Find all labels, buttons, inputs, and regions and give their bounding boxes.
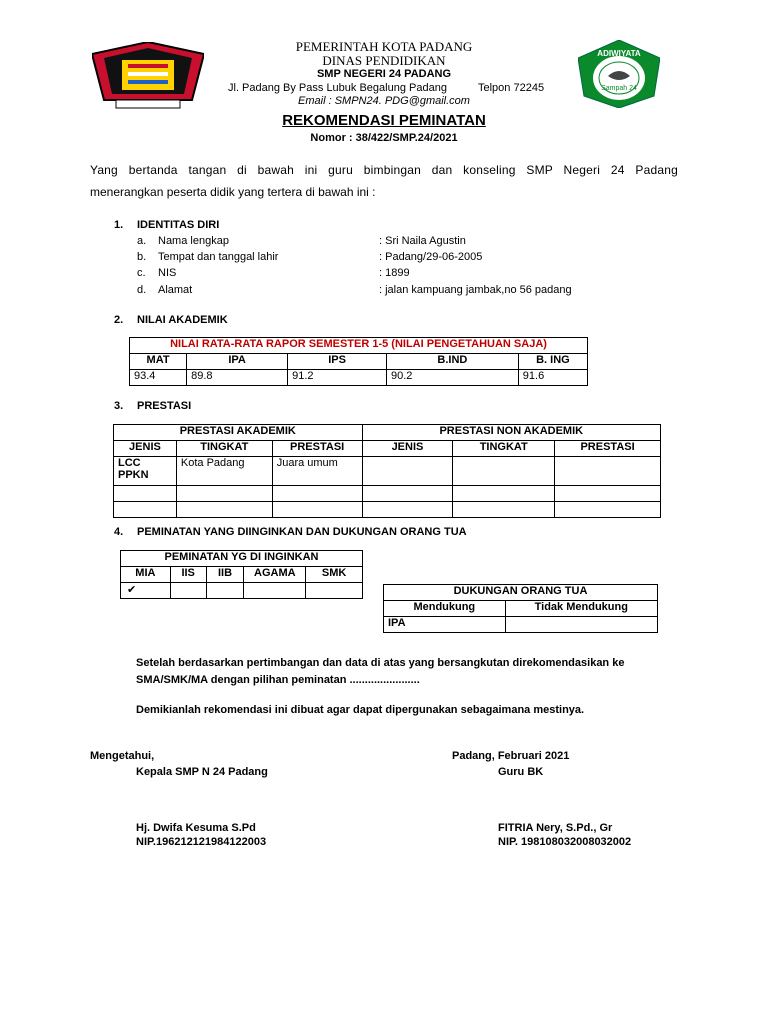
s1-row-d-key: d. — [137, 284, 147, 296]
closing-p1b: SMA/SMK/MA dengan pilihan peminatan ....................... — [136, 674, 420, 686]
nilai-header: MAT — [130, 354, 187, 370]
s3-no: 3. — [114, 400, 124, 412]
closing-p2: Demikianlah rekomendasi ini dibuat agar dapat dipergunakan sebagaimana mestinya. — [136, 704, 585, 716]
s1-row-b-key: b. — [137, 251, 147, 263]
header-email: Email : SMPN24. PDG@gmail.com — [298, 95, 470, 107]
nilai-value: 91.6 — [518, 370, 587, 386]
prestasi-non-akademik-header: PRESTASI NON AKADEMIK — [362, 425, 660, 441]
sign-left-label: Mengetahui, — [90, 750, 155, 762]
header-address: Jl. Padang By Pass Lubuk Begalung Padang — [228, 82, 447, 94]
sign-right-nip: NIP. 198108032008032002 — [498, 836, 632, 848]
peminatan-title: PEMINATAN YG DI INGINKAN — [121, 551, 363, 567]
s1-row-c-label: NIS — [158, 267, 177, 279]
prestasi-col-header: JENIS — [114, 441, 177, 457]
s1-row-b-value: : Padang/29-06-2005 — [379, 251, 483, 263]
peminatan-header: MIA — [121, 567, 171, 583]
sign-left-nip: NIP.196212121984122003 — [136, 836, 267, 848]
intro-line1: Yang bertanda tangan di bawah ini guru bimbingan dan konseling SMP Negeri 24 Padang — [90, 163, 678, 177]
peminatan-header: IIS — [170, 567, 206, 583]
document-number: Nomor : 38/422/SMP.24/2021 — [310, 132, 458, 144]
nilai-header: IPS — [288, 354, 387, 370]
peminatan-header: AGAMA — [244, 567, 306, 583]
prestasi-cell: Kota Padang — [176, 457, 272, 486]
prestasi-cell — [555, 457, 661, 486]
intro-line2: menerangkan peserta didik yang tertera di bawah ini : — [90, 185, 376, 199]
nilai-value: 90.2 — [386, 370, 518, 386]
header-school: SMP NEGERI 24 PADANG — [316, 68, 452, 80]
nilai-header: B.IND — [386, 354, 518, 370]
dukungan-table — [383, 584, 658, 633]
prestasi-jenis-1: LCC — [118, 457, 141, 469]
header-phone: Telpon 72245 — [478, 82, 545, 94]
nilai-value: 91.2 — [288, 370, 387, 386]
peminatan-mia-check: ✔ — [121, 583, 171, 599]
prestasi-cell — [362, 457, 453, 486]
sign-right-name: FITRIA Nery, S.Pd., Gr — [498, 822, 613, 834]
prestasi-col-header: TINGKAT — [453, 441, 555, 457]
header-line1: PEMERINTAH KOTA PADANG — [295, 39, 473, 54]
prestasi-col-header: PRESTASI — [272, 441, 362, 457]
nilai-header: IPA — [187, 354, 288, 370]
sign-right-role: Guru BK — [498, 766, 544, 778]
s4-no: 4. — [114, 526, 124, 538]
s3-heading: PRESTASI — [137, 400, 192, 412]
s1-row-d-value: : jalan kampuang jambak,no 56 padang — [379, 284, 572, 296]
prestasi-cell — [453, 457, 555, 486]
logo-text: ADIWIYATA — [597, 49, 641, 58]
s2-no: 2. — [114, 314, 124, 326]
prestasi-cell: Juara umum — [272, 457, 362, 486]
peminatan-header: IIB — [206, 567, 244, 583]
s1-no: 1. — [114, 219, 124, 231]
dukungan-value: IPA — [384, 617, 506, 633]
nilai-value: 93.4 — [130, 370, 187, 386]
prestasi-akademik-header: PRESTASI AKADEMIK — [114, 425, 363, 441]
logo-sub-text: Sampah 24 — [601, 85, 637, 92]
peminatan-header: SMK — [306, 567, 363, 583]
s1-row-a-label: Nama lengkap — [158, 235, 229, 247]
s2-heading: NILAI AKADEMIK — [137, 314, 228, 326]
closing-p1a: Setelah berdasarkan pertimbangan dan data di atas yang bersangkutan direkomendasikan ke — [136, 657, 625, 669]
s1-row-d-label: Alamat — [158, 284, 193, 296]
nilai-header: B. ING — [518, 354, 587, 370]
prestasi-jenis-2: PPKN — [118, 469, 149, 481]
dukungan-header: Mendukung — [384, 601, 506, 617]
s1-row-a-value: : Sri Naila Agustin — [379, 235, 466, 247]
prestasi-cell — [114, 457, 177, 486]
document-title: REKOMENDASI PEMINATAN — [282, 112, 486, 129]
prestasi-col-header: JENIS — [362, 441, 453, 457]
dukungan-title: DUKUNGAN ORANG TUA — [384, 585, 658, 601]
dukungan-header: Tidak Mendukung — [505, 601, 657, 617]
s1-heading: IDENTITAS DIRI — [137, 219, 220, 231]
s1-row-b-label: Tempat dan tanggal lahir — [158, 251, 279, 263]
prestasi-col-header: PRESTASI — [555, 441, 661, 457]
prestasi-table — [113, 424, 661, 518]
nilai-table — [129, 337, 588, 386]
s1-row-c-value: : 1899 — [379, 267, 410, 279]
sign-left-name: Hj. Dwifa Kesuma S.Pd — [136, 822, 256, 834]
peminatan-table — [120, 550, 363, 599]
s4-heading: PEMINATAN YANG DIINGINKAN DAN DUKUNGAN ORANG TUA — [137, 526, 467, 538]
sign-left-role: Kepala SMP N 24 Padang — [136, 766, 268, 778]
nilai-value: 89.8 — [187, 370, 288, 386]
s1-row-c-key: c. — [137, 267, 146, 279]
nilai-table-title: NILAI RATA-RATA RAPOR SEMESTER 1-5 (NILAI PENGETAHUAN SAJA) — [130, 338, 588, 354]
sign-right-place: Padang, Februari 2021 — [452, 750, 570, 762]
prestasi-col-header: TINGKAT — [176, 441, 272, 457]
header-line2: DINAS PENDIDIKAN — [322, 53, 446, 68]
s1-row-a-key: a. — [137, 235, 147, 247]
